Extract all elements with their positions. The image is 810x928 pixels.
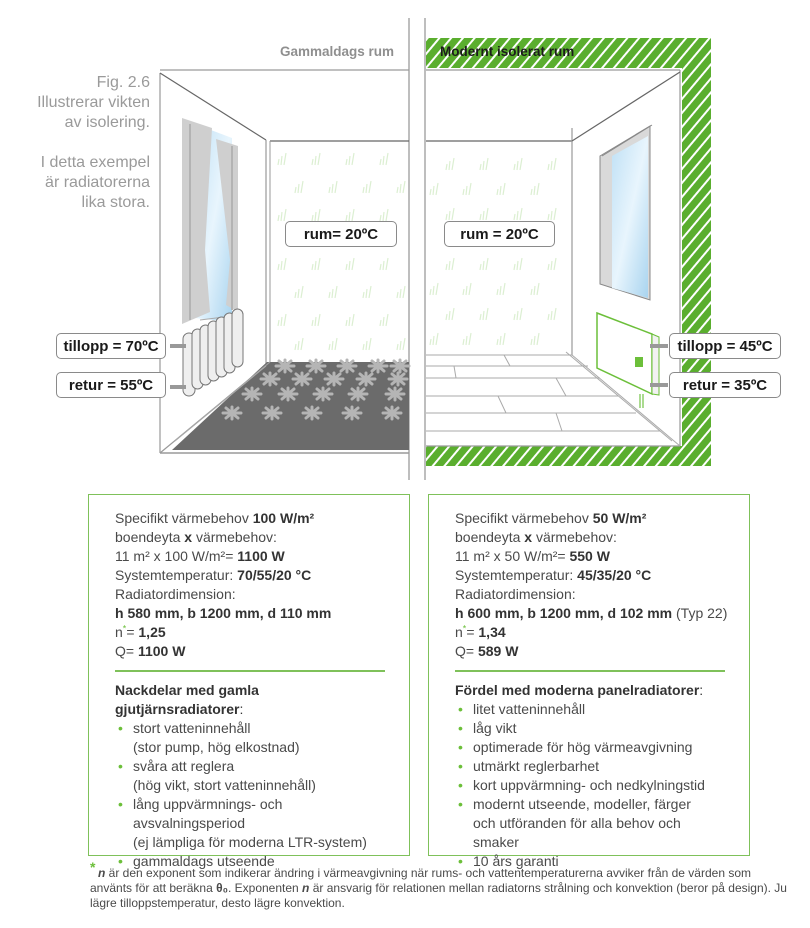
- footnote: * n är den exponent som indikerar ändring i värmeavgivning när rums- och vattentemperaturerna avviker från de värden som använts för att beräkna θ₀. Exponenten n är ansvarig för relationen mellan radiatorns strålning och konvektion (beror på design). Ju lägre tilloppstemperatur, desto lägre konvektion.: [90, 859, 787, 910]
- new-room: [426, 38, 711, 466]
- wallpaper-pattern: [278, 153, 405, 350]
- old-radiator-info-box: [88, 494, 410, 869]
- area-formula: boendeyta x värmebehov:: [115, 529, 277, 545]
- dim-value: h 580 mm, b 1200 mm, d 110 mm: [115, 605, 332, 621]
- new-room-temp-label: rum = 20ºC: [444, 221, 555, 247]
- new-supply-temp-label: tillopp = 45ºC: [669, 333, 781, 359]
- list-item-cont: (stor pump, hög elkostnad): [133, 738, 300, 755]
- list-item: • gammaldags utseende: [115, 852, 385, 871]
- list-item-cont: och utföranden för alla behov och smaker: [473, 814, 681, 850]
- list-item-cont: (hög vikt, stort vatteninnehåll): [133, 776, 316, 793]
- system-temp: Systemtemperatur: 45/35/20 °C: [455, 567, 652, 583]
- old-room-temp-label: rum= 20ºC: [285, 221, 397, 247]
- new-radiator-info-box: [428, 494, 750, 869]
- list-item: • svåra att reglera: [115, 757, 385, 776]
- list-item: • utmärkt reglerbarhet: [455, 757, 725, 776]
- cast-iron-radiator: [170, 309, 243, 396]
- old-return-temp-label: retur = 55ºC: [56, 372, 166, 398]
- old-supply-temp-label: tillopp = 70ºC: [56, 333, 166, 359]
- calc: 11 m² x 100 W/m²= 1100 W: [115, 548, 285, 564]
- separator: [115, 670, 385, 672]
- dim-label: Radiatordimension:: [115, 586, 236, 602]
- list-item: • kort uppvärmning- och nedkylningstid: [455, 776, 725, 795]
- caption-line: lika stora.: [81, 194, 150, 211]
- list-item-cont: (ej lämpliga för moderna LTR-system): [133, 833, 367, 850]
- list-title: Nackdelar med gamla gjutjärnsradiatorer:: [115, 681, 259, 717]
- disadvantages-list: [115, 719, 385, 871]
- system-temp: Systemtemperatur: 70/55/20 °C: [115, 567, 312, 583]
- separator: [455, 670, 725, 672]
- list-title: Fördel med moderna panelradiatorer:: [455, 681, 704, 698]
- dim-label: Radiatordimension:: [455, 586, 576, 602]
- caption-line: av isolering.: [64, 114, 150, 131]
- new-room-title: Modernt isolerat rum: [440, 44, 575, 59]
- list-item: • modernt utseende, modeller, färger: [455, 795, 725, 814]
- advantages-list: [455, 700, 725, 871]
- window-with-curtains: [182, 118, 238, 324]
- list-item: • stort vatteninnehåll: [115, 719, 385, 738]
- n-value: n*= 1,34: [455, 623, 506, 640]
- list-item: • 10 års garanti: [455, 852, 725, 871]
- old-room: [160, 70, 409, 453]
- new-return-temp-label: retur = 35ºC: [669, 372, 781, 398]
- window: [600, 125, 652, 300]
- old-room-title: Gammaldags rum: [280, 44, 395, 59]
- calc: 11 m² x 50 W/m²= 550 W: [455, 548, 610, 564]
- n-value: n*= 1,25: [115, 623, 166, 640]
- list-item: • låg vikt: [455, 719, 725, 738]
- figure-number: Fig. 2.6: [96, 74, 150, 91]
- spec-demand: Specifikt värmebehov 100 W/m²: [115, 510, 315, 526]
- q-value: Q= 1100 W: [115, 643, 186, 659]
- caption-line: Illustrerar vikten: [37, 94, 150, 111]
- caption-line: är radiatorerna: [45, 174, 150, 191]
- spec-demand: Specifikt värmebehov 50 W/m²: [455, 510, 647, 526]
- list-item: • optimerade för hög värmeavgivning: [455, 738, 725, 757]
- dim-value: h 600 mm, b 1200 mm, d 102 mm (Typ 22): [455, 605, 728, 621]
- list-item: • lång uppvärmnings- och avsvalningsperiod: [115, 795, 385, 833]
- caption-line: I detta exempel: [40, 154, 150, 171]
- q-value: Q= 589 W: [455, 643, 519, 659]
- list-item: • litet vatteninnehåll: [455, 700, 725, 719]
- footnote-asterisk: *: [90, 859, 96, 875]
- area-formula: boendeyta x värmebehov:: [455, 529, 617, 545]
